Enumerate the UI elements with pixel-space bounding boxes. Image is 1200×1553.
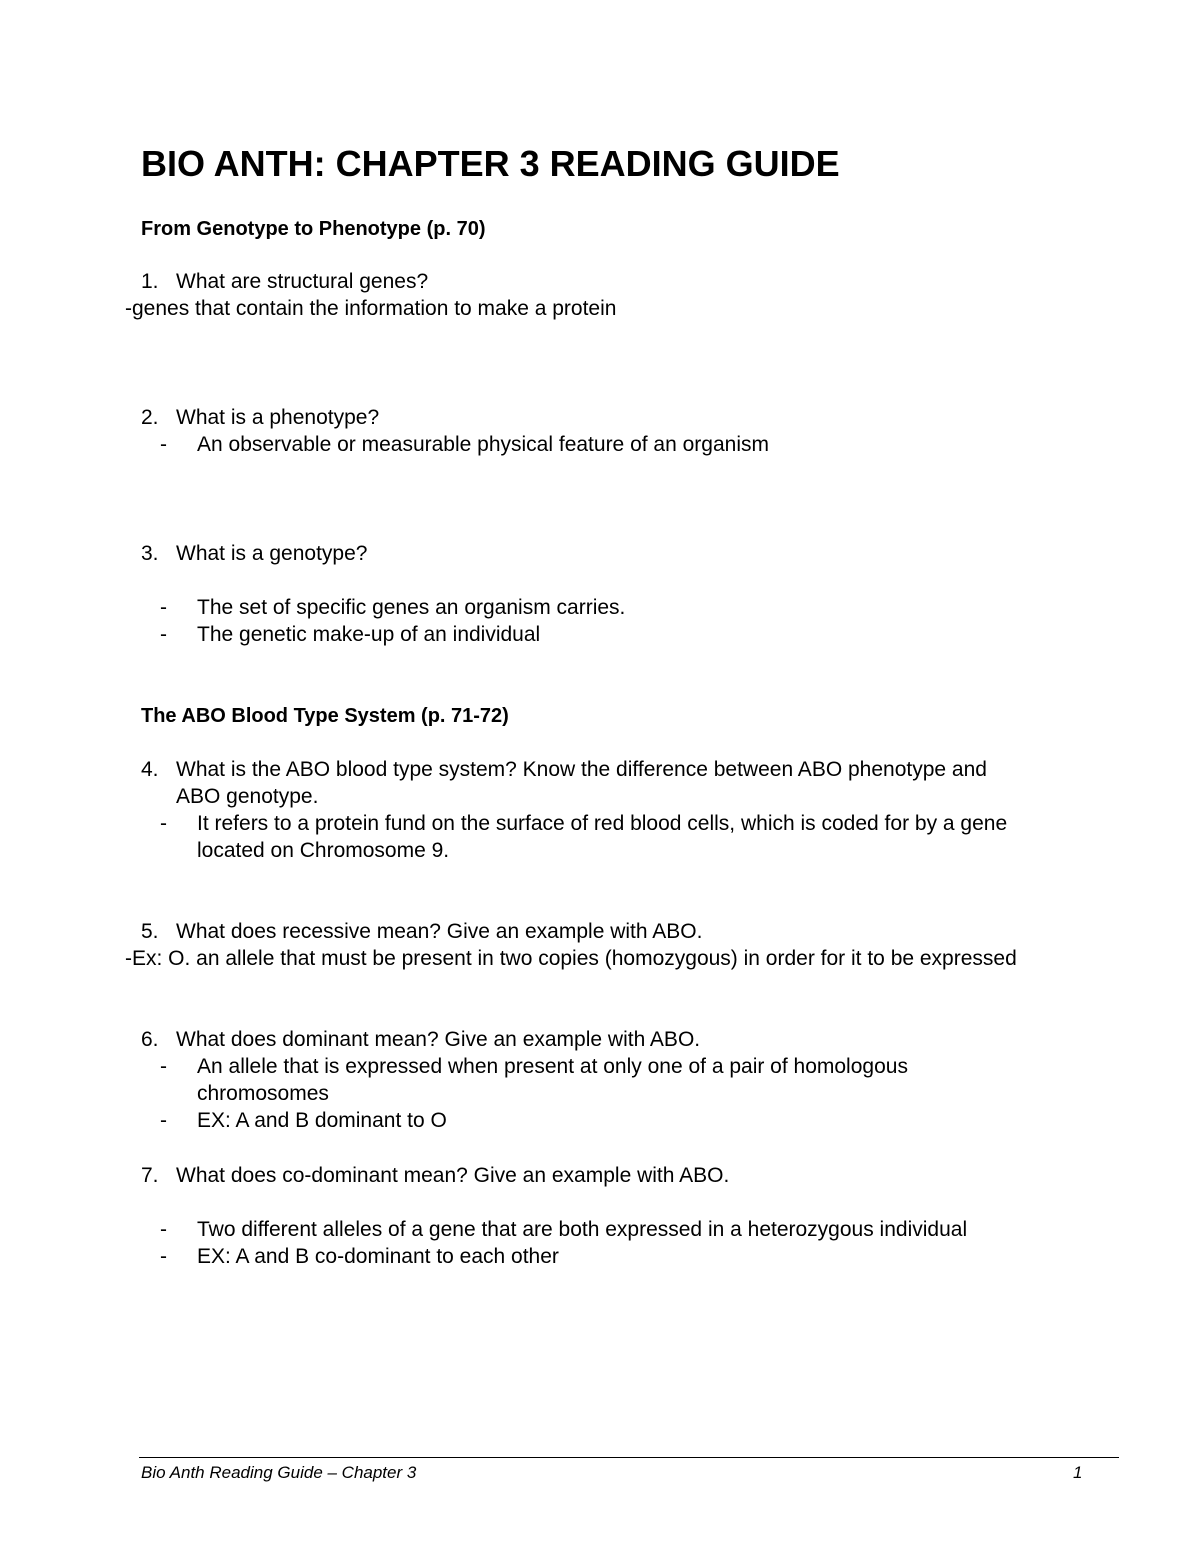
answer-7b [160,1243,559,1270]
section-heading-genotype-phenotype: From Genotype to Phenotype (p. 70) [141,218,486,240]
bullet-dash: - [160,623,167,646]
footer-divider [139,1457,1119,1458]
question-4-continued: ABO genotype. [176,785,319,808]
answer-6b [160,1107,447,1134]
answer-text: The genetic make-up of an individual [197,623,541,646]
bullet-dash: - [160,433,167,456]
question-number: 7. [141,1164,159,1187]
answer-1: -genes that contain the information to make a protein [125,297,617,320]
question-2 [141,404,379,431]
question-number: 5. [141,920,159,943]
bullet-dash: - [160,596,167,619]
bullet-dash: - [160,1109,167,1132]
answer-6a-continued: chromosomes [197,1082,329,1105]
question-3 [141,540,367,567]
answer-text: Two different alleles of a gene that are both expressed in a heterozygous individual [197,1218,968,1241]
question-number: 2. [141,406,159,429]
answer-3b [160,621,540,648]
question-text: What does dominant mean? Give an example with ABO. [176,1028,701,1051]
question-text: What does co-dominant mean? Give an example with ABO. [176,1164,730,1187]
answer-3a [160,594,625,621]
answer-text: The set of specific genes an organism carries. [197,596,626,619]
answer-5: -Ex: O. an allele that must be present in two copies (homozygous) in order for it to be expressed [125,947,1017,970]
question-number: 1. [141,270,159,293]
answer-2 [160,431,769,458]
bullet-dash: - [160,812,167,835]
section-heading-abo-blood-type: The ABO Blood Type System (p. 71-72) [141,705,509,727]
question-number: 4. [141,758,159,781]
question-number: 3. [141,542,159,565]
bullet-dash: - [160,1245,167,1268]
question-6 [141,1026,700,1053]
footer-page-number: 1 [1073,1463,1083,1482]
answer-text: EX: A and B co-dominant to each other [197,1245,559,1268]
answer-text: An allele that is expressed when present at only one of a pair of homologous [197,1055,908,1078]
question-text: What is a phenotype? [176,406,380,429]
answer-7a [160,1216,967,1243]
footer-text: Bio Anth Reading Guide – Chapter 3 [141,1463,417,1482]
bullet-dash: - [160,1055,167,1078]
question-text: What is a genotype? [176,542,368,565]
question-4 [141,756,987,783]
question-1 [141,268,428,295]
bullet-dash: - [160,1218,167,1241]
answer-text: An observable or measurable physical feature of an organism [197,433,769,456]
answer-text: EX: A and B dominant to O [197,1109,447,1132]
question-5 [141,918,702,945]
question-number: 6. [141,1028,159,1051]
page-title: BIO ANTH: CHAPTER 3 READING GUIDE [141,143,840,184]
answer-6a [160,1053,908,1080]
question-text: What is the ABO blood type system? Know the difference between ABO phenotype and [176,758,987,781]
answer-text: It refers to a protein fund on the surface of red blood cells, which is coded for by a gene [197,812,1008,835]
question-text: What does recessive mean? Give an example with ABO. [176,920,703,943]
question-text: What are structural genes? [176,270,429,293]
answer-4 [160,810,1007,837]
question-7 [141,1162,729,1189]
answer-4-continued: located on Chromosome 9. [197,839,450,862]
